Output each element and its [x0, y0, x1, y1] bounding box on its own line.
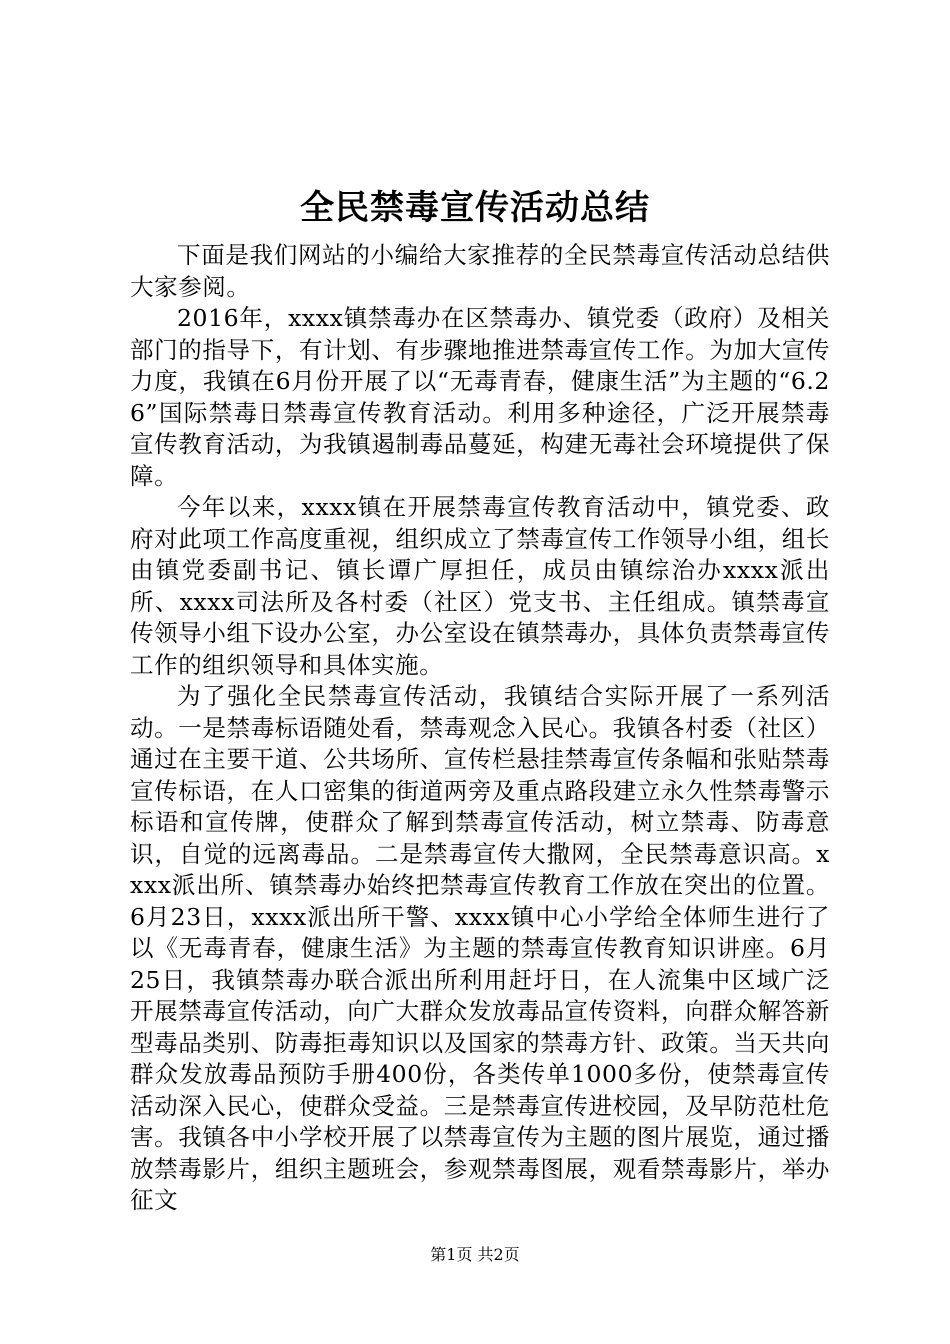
paragraph-organization: 今年以来，xxxx镇在开展禁毒宣传教育活动中，镇党委、政府对此项工作高度重视，组织成立了禁毒宣传工作领导小组，组长由镇党委副书记、镇长谭广厚担任，成员由镇综治办xxxx派出所、xxxx司法所及各村委（社区）党支书、主任组成。镇禁毒宣传领导小组下设办公室，办公室设在镇禁毒办，具体负责禁毒宣传工作的组织领导和具体实施。	[130, 493, 830, 679]
page-footer: 第1页 共2页	[430, 1245, 520, 1264]
paragraph-intro: 下面是我们网站的小编给大家推荐的全民禁毒宣传活动总结供大家参阅。	[130, 241, 830, 301]
document-body	[130, 240, 830, 1217]
document-title: 全民禁毒宣传活动总结	[300, 188, 650, 228]
paragraph-overview: 2016年，xxxx镇禁毒办在区禁毒办、镇党委（政府）及相关部门的指导下，有计划、有步骤地推进禁毒宣传工作。为加大宣传力度，我镇在6月份开展了以“无毒青春，健康生活”为主题的“6.26”国际禁毒日禁毒宣传教育活动。利用多种途径，广泛开展禁毒宣传教育活动，为我镇遏制毒品蔓延，构建无毒社会环境提供了保障。	[130, 304, 830, 490]
paragraph-activities: 为了强化全民禁毒宣传活动，我镇结合实际开展了一系列活动。一是禁毒标语随处看，禁毒观念入民心。我镇各村委（社区）通过在主要干道、公共场所、宣传栏悬挂禁毒宣传条幅和张贴禁毒宣传标语，在人口密集的街道两旁及重点路段建立永久性禁毒警示标语和宣传牌，使群众了解到禁毒宣传活动，树立禁毒、防毒意识，自觉的远离毒品。二是禁毒宣传大撒网，全民禁毒意识高。xxxx派出所、镇禁毒办始终把禁毒宣传教育工作放在突出的位置。6月23日，xxxx派出所干警、xxxx镇中心小学给全体师生进行了以《无毒青春，健康生活》为主题的禁毒宣传教育知识讲座。6月25日，我镇禁毒办联合派出所利用赶圩日，在人流集中区域广泛开展禁毒宣传活动，向广大群众发放毒品宣传资料，向群众解答新型毒品类别、防毒拒毒知识以及国家的禁毒方针、政策。当天共向群众发放毒品预防手册400份，各类传单1000多份，使禁毒宣传活动深入民心，使群众受益。三是禁毒宣传进校园，及早防范杜危害。我镇各中小学校开展了以禁毒宣传为主题的图片展览，通过播放禁毒影片，组织主题班会，参观禁毒图展，观看禁毒影片，举办征文	[130, 682, 830, 1214]
